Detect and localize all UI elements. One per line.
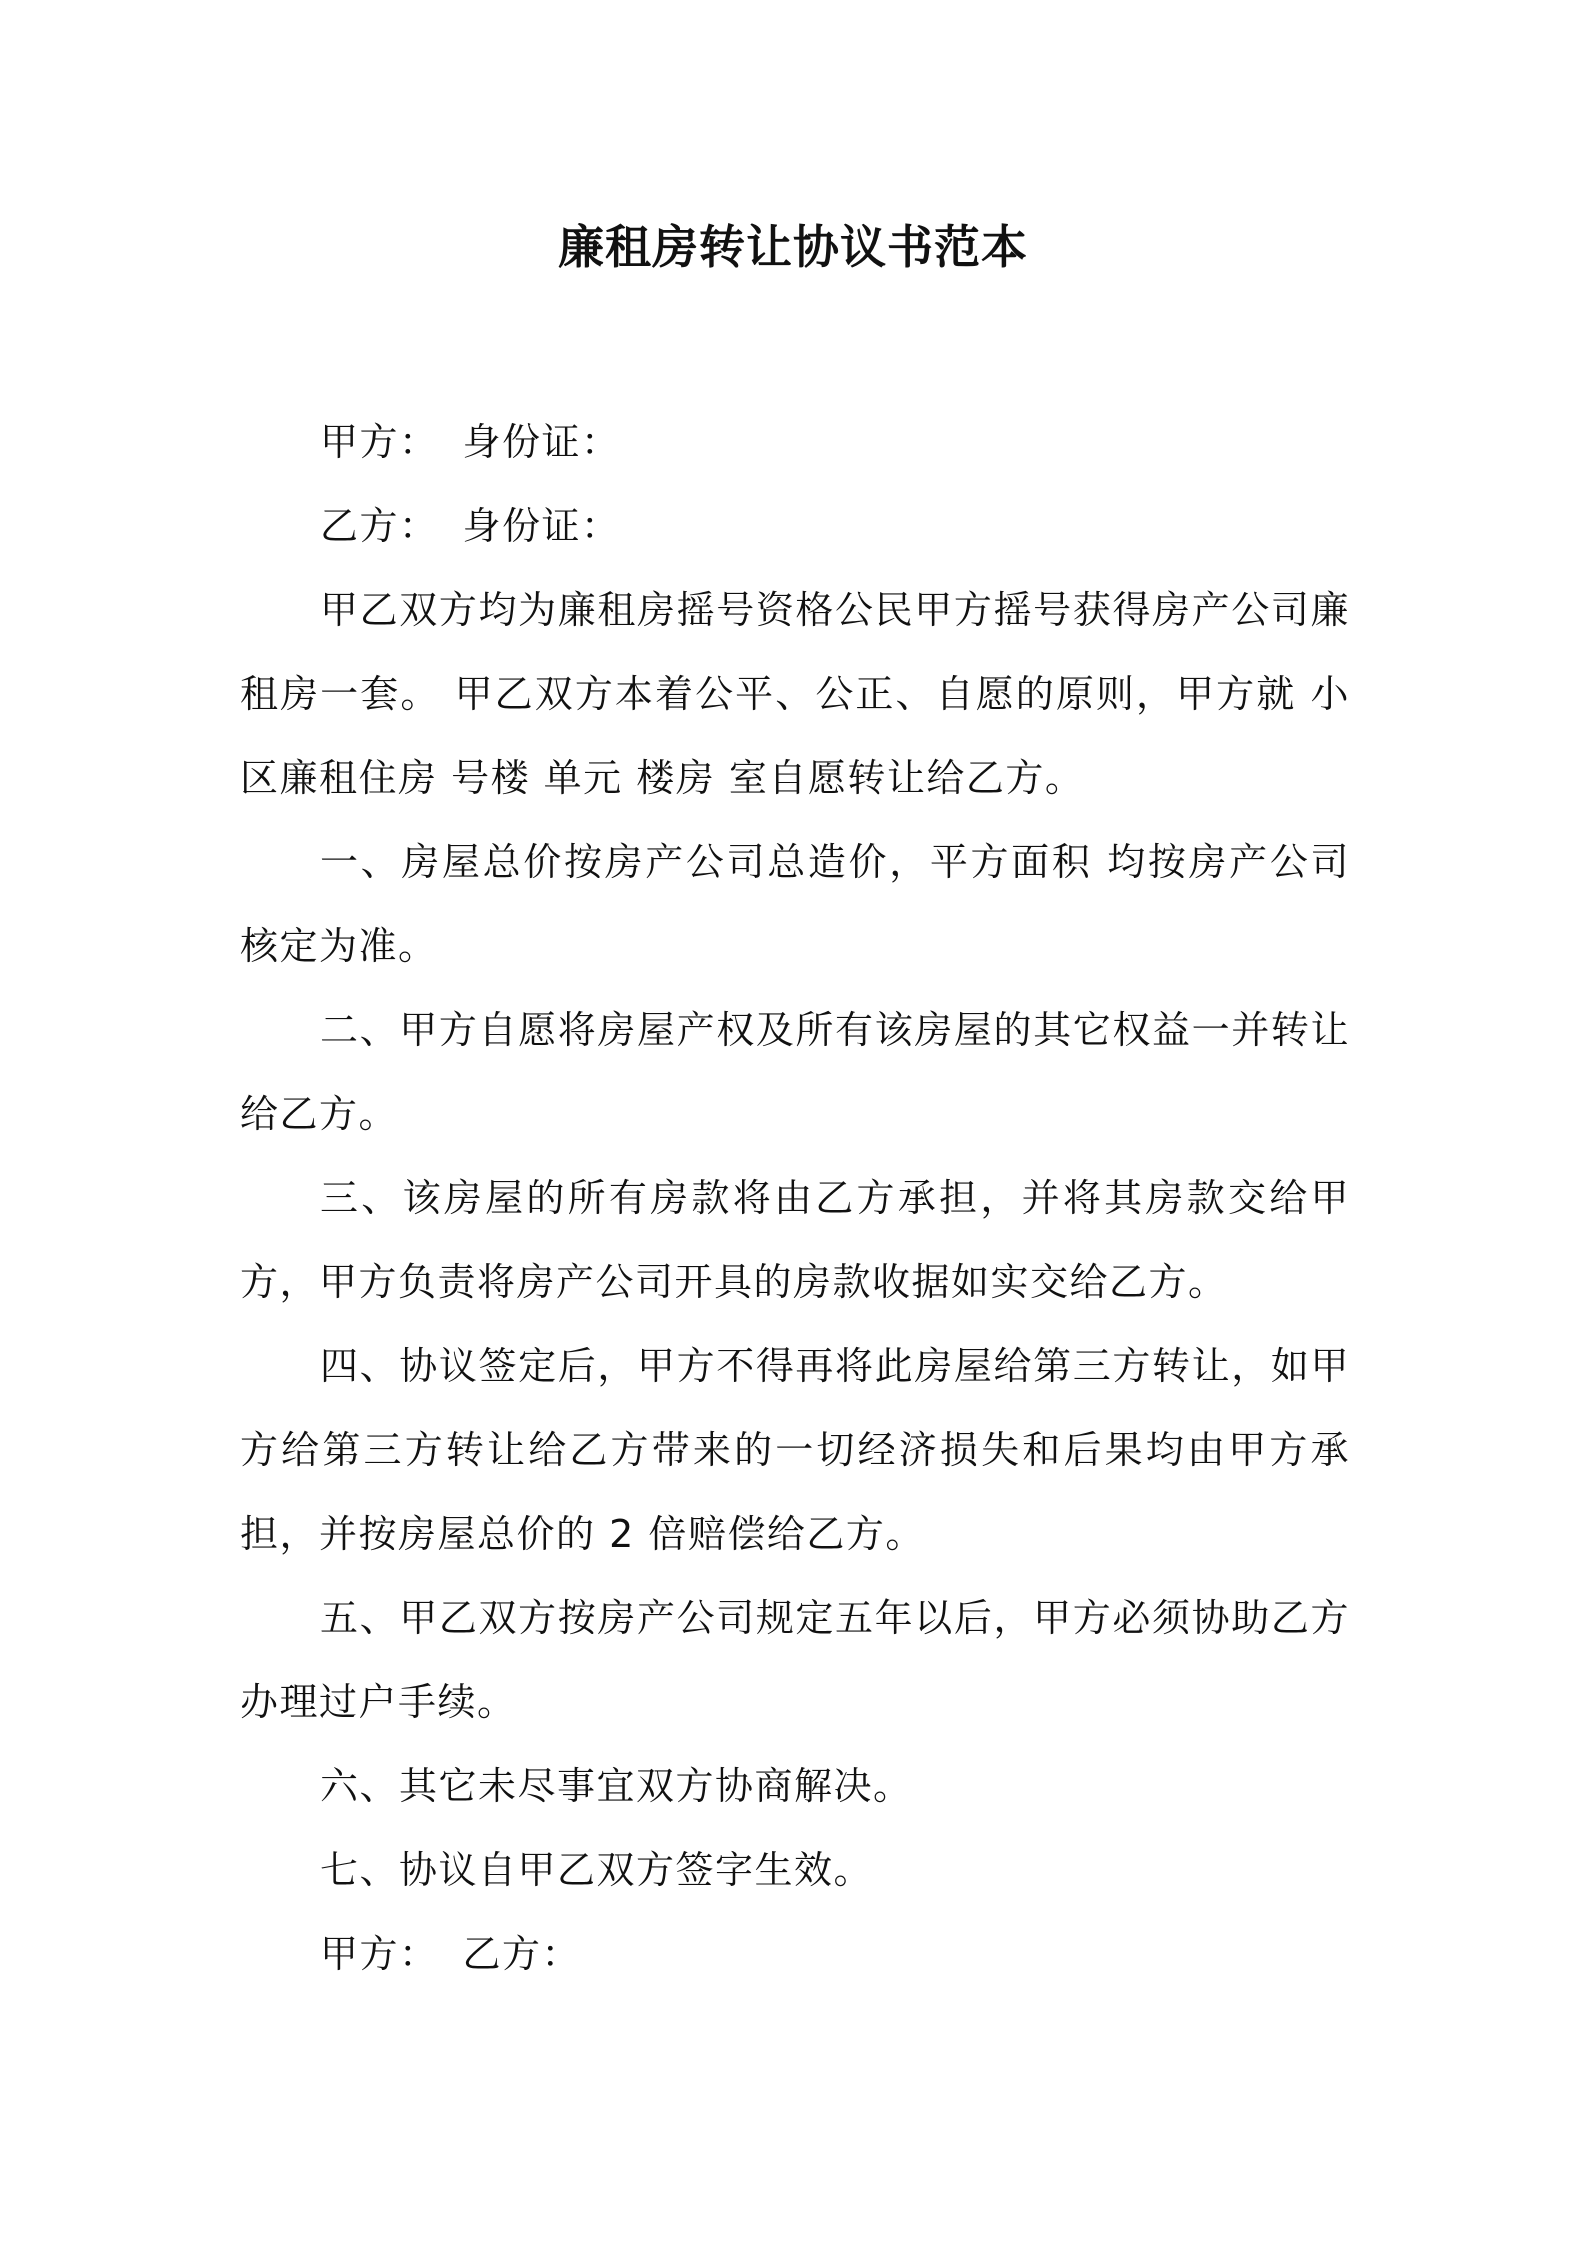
paragraph-clause-2: 二、甲方自愿将房屋产权及所有该房屋的其它权益一并转让给乙方。 <box>240 1008 1350 1136</box>
party-b-line <box>240 484 1350 568</box>
signature-line <box>240 1912 1350 1996</box>
signature-party-a: 甲方： <box>320 1932 439 1976</box>
paragraph-clause-4: 四、协议签定后，甲方不得再将此房屋给第三方转让，如甲方给第三方转让给乙方带来的一切经济损失和后果均由甲方承担，并按房屋总价的 2 倍赔偿给乙方。 <box>240 1344 1350 1556</box>
party-a-label: 甲方： <box>320 420 439 464</box>
paragraph-clause-7: 七、协议自甲乙双方签字生效。 <box>320 1848 874 1892</box>
party-b-id-label: 身份证： <box>462 504 621 548</box>
paragraph-clause-1: 一、房屋总价按房产公司总造价，平方面积 均按房产公司核定为准。 <box>240 840 1350 968</box>
paragraph-intro: 甲乙双方均为廉租房摇号资格公民甲方摇号获得房产公司廉租房一套。 甲乙双方本着公平、公正、自愿的原则，甲方就 小区廉租住房 号楼 单元 楼房 室自愿转让给乙方。 <box>240 588 1350 800</box>
paragraph-clause-6: 六、其它未尽事宜双方协商解决。 <box>320 1764 913 1808</box>
paragraph-clause-3: 三、该房屋的所有房款将由乙方承担，并将其房款交给甲方，甲方负责将房产公司开具的房款收据如实交给乙方。 <box>240 1176 1350 1304</box>
document-body <box>240 400 1350 1996</box>
signature-party-b: 乙方： <box>462 1932 582 1976</box>
party-a-id-label: 身份证： <box>462 420 621 464</box>
party-a-line <box>240 400 1350 484</box>
document-title: 廉租房转让协议书范本 <box>558 220 1028 274</box>
party-b-label: 乙方： <box>320 504 439 548</box>
paragraph-clause-5: 五、甲乙双方按房产公司规定五年以后，甲方必须协助乙方办理过户手续。 <box>240 1596 1350 1724</box>
